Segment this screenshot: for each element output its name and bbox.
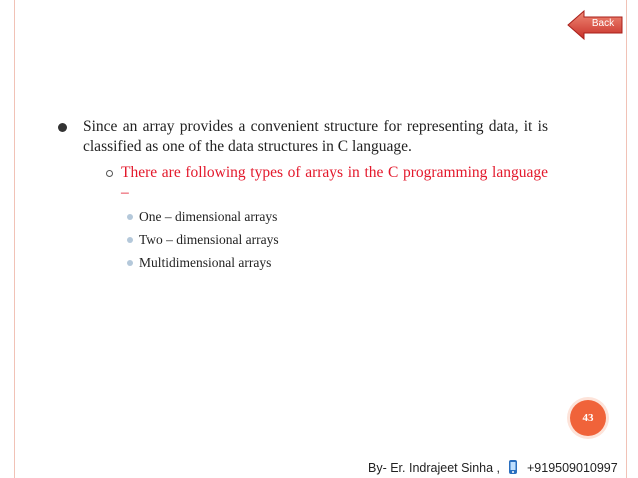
page-number: 43 bbox=[570, 400, 606, 436]
slide-content bbox=[58, 117, 548, 277]
sub-bullet-item bbox=[106, 163, 548, 203]
phone-icon bbox=[506, 459, 520, 475]
sub-bullet-text: There are following types of arrays in the C programming language – bbox=[121, 164, 548, 201]
list-item-text: One – dimensional arrays bbox=[139, 209, 278, 224]
bullet-dot bbox=[127, 237, 133, 243]
footer-phone: +919509010997 bbox=[526, 461, 618, 475]
footer bbox=[368, 459, 618, 475]
list-item bbox=[125, 254, 548, 272]
back-button[interactable] bbox=[566, 9, 624, 41]
bullet-dot bbox=[127, 260, 133, 266]
ring-bullet-icon bbox=[106, 170, 113, 177]
bullet-dot bbox=[127, 214, 133, 220]
list-item-text: Two – dimensional arrays bbox=[139, 232, 279, 247]
bullet-text: Since an array provides a convenient structure for representing data, it is classified as one of the data structures in C language. bbox=[83, 118, 548, 155]
list-item bbox=[125, 208, 548, 226]
bullet-dot bbox=[58, 123, 67, 132]
list-item-text: Multidimensional arrays bbox=[139, 255, 272, 270]
bullet-item bbox=[58, 117, 548, 157]
back-label: Back bbox=[591, 18, 615, 29]
array-types-list bbox=[125, 208, 548, 272]
footer-author: By- Er. Indrajeet Sinha , bbox=[368, 461, 501, 475]
list-item bbox=[125, 231, 548, 249]
